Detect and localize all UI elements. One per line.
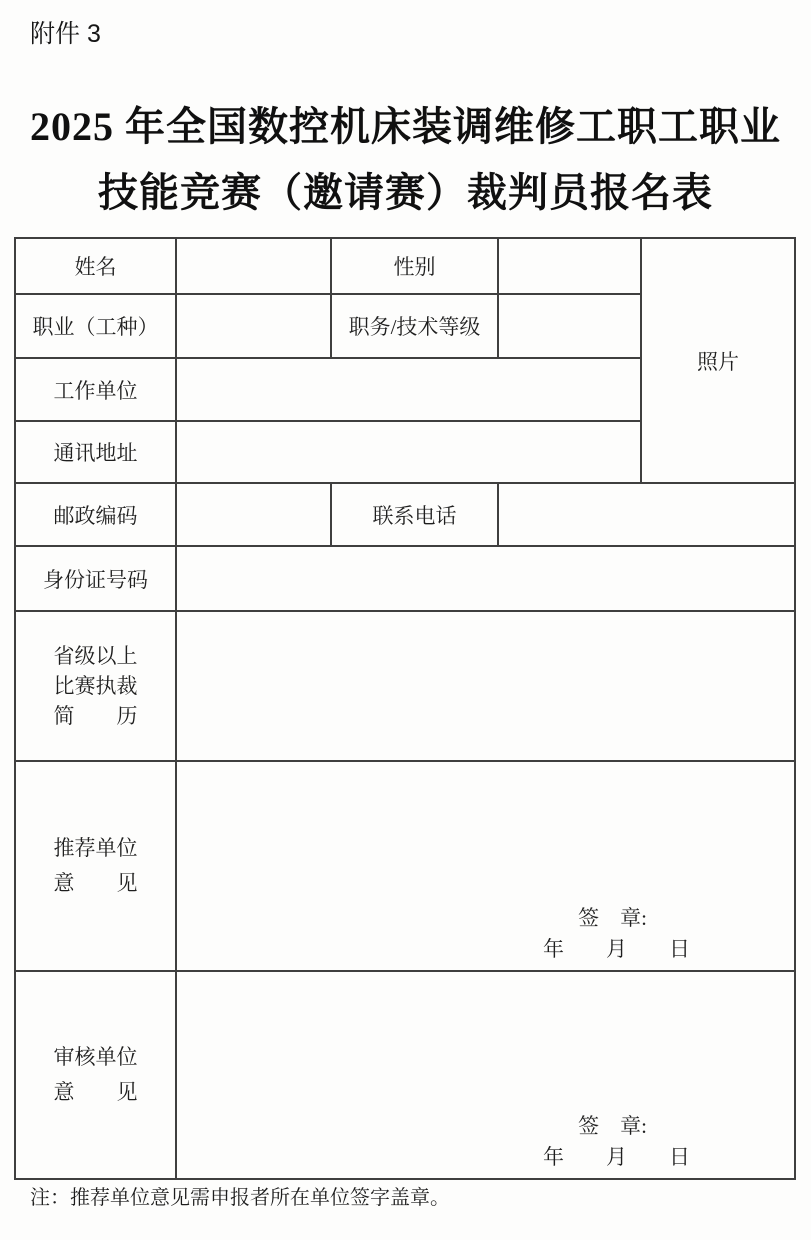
table-row (15, 761, 795, 971)
judging-resume-label-line1: 省级以上 (53, 644, 138, 668)
position-grade-label-cell: 职务/技术等级 (331, 294, 498, 358)
photo-cell: 照片 (641, 238, 795, 483)
gender-value-cell (498, 238, 641, 294)
form-title-line1: 2025 年全国数控机床装调维修工职工职业 (30, 104, 781, 149)
table-row (15, 238, 795, 294)
recommend-opinion-label-line2: 意 见 (53, 871, 138, 895)
occupation-value-cell (176, 294, 331, 358)
registration-form-table (14, 237, 796, 1180)
form-title (0, 94, 811, 226)
form-title-line2: 技能竞赛（邀请赛）裁判员报名表 (98, 170, 713, 215)
id-number-label-cell: 身份证号码 (15, 546, 176, 611)
review-opinion-label-cell (15, 971, 176, 1179)
review-opinion-label-line2: 意 见 (53, 1080, 138, 1104)
attachment-label: 附件 3 (30, 20, 101, 48)
mailing-address-label-cell: 通讯地址 (15, 421, 176, 483)
judging-resume-label-line2: 比赛执裁 (53, 674, 138, 698)
recommend-opinion-label-line1: 推荐单位 (53, 836, 138, 860)
footnote: 注：推荐单位意见需申报者所在单位签字盖章。 (30, 1187, 450, 1209)
table-row (15, 483, 795, 546)
name-value-cell (176, 238, 331, 294)
id-number-value-cell (176, 546, 795, 611)
review-date-label: 年 月 日 (543, 1145, 690, 1169)
phone-label-cell: 联系电话 (331, 483, 498, 546)
table-row (15, 971, 795, 1179)
position-grade-value-cell (498, 294, 641, 358)
table-row (15, 546, 795, 611)
judging-resume-value-cell (176, 611, 795, 761)
recommend-opinion-value-cell (176, 761, 795, 971)
recommend-opinion-label-cell (15, 761, 176, 971)
table-row (15, 611, 795, 761)
occupation-label-cell: 职业（工种） (15, 294, 176, 358)
judging-resume-label-line3: 简 历 (53, 704, 138, 728)
recommend-date-label: 年 月 日 (543, 937, 690, 961)
recommend-seal-label: 签 章: (578, 906, 647, 930)
work-unit-label-cell: 工作单位 (15, 358, 176, 421)
postal-code-value-cell (176, 483, 331, 546)
review-opinion-value-cell (176, 971, 795, 1179)
gender-label-cell: 性别 (331, 238, 498, 294)
phone-value-cell (498, 483, 795, 546)
name-label-cell: 姓名 (15, 238, 176, 294)
review-opinion-label-line1: 审核单位 (53, 1045, 138, 1069)
judging-resume-label-cell (15, 611, 176, 761)
mailing-address-value-cell (176, 421, 641, 483)
review-seal-label: 签 章: (578, 1114, 647, 1138)
work-unit-value-cell (176, 358, 641, 421)
postal-code-label-cell: 邮政编码 (15, 483, 176, 546)
